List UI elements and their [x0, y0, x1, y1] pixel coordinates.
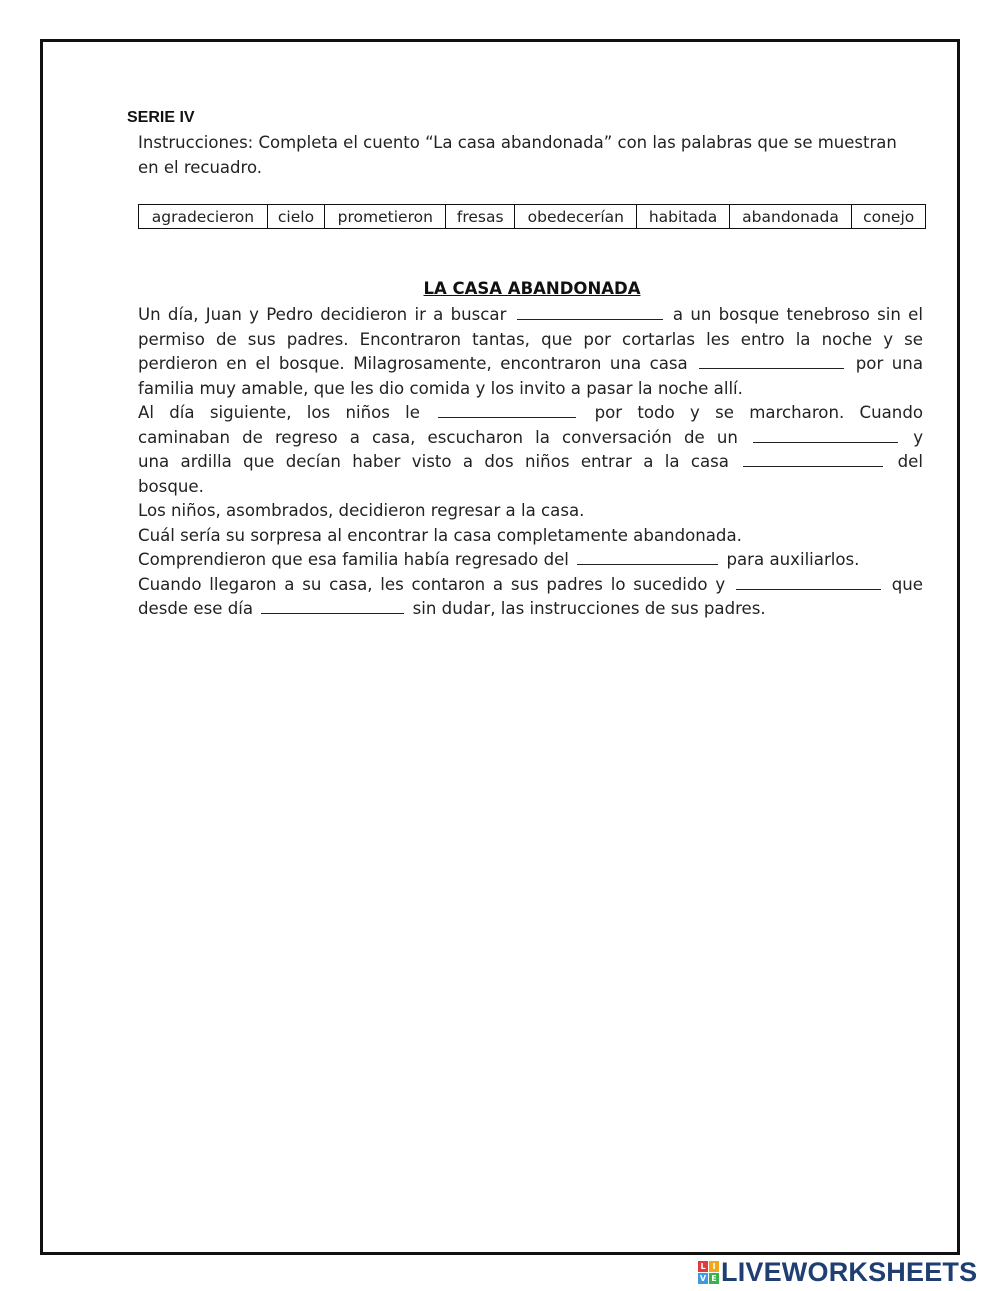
story-text: familia muy amable, que les dio comida y los invito a pasar la noche allí.: [138, 378, 743, 398]
logo-mark-icon: [698, 1261, 719, 1284]
story-text: desde ese día: [138, 599, 254, 618]
story-line: [138, 573, 923, 598]
story-text: Los niños, asombrados, decidieron regresar a la casa.: [138, 501, 585, 520]
answer-blank[interactable]: [743, 452, 883, 467]
story-line: [138, 597, 923, 622]
story-text: por una: [855, 354, 923, 373]
story-line: [138, 450, 923, 475]
story-text: y: [913, 427, 924, 447]
story-text: por todo y se marcharon. Cuando: [594, 403, 924, 422]
story-text: sin dudar, las instrucciones de sus padres.: [412, 599, 766, 618]
logo-text: LIVEWORKSHEETS: [721, 1256, 978, 1287]
story-text: Comprendieron que esa familia había regresado del: [138, 550, 569, 569]
answer-blank[interactable]: [438, 403, 576, 418]
story-line: [138, 377, 923, 402]
story-body: [138, 303, 923, 622]
word-bank-item: prometieron: [325, 205, 446, 229]
answer-blank[interactable]: [261, 599, 404, 614]
word-bank-row: [139, 205, 926, 229]
logo-mark-tile: L: [698, 1261, 708, 1272]
story-text: Al día siguiente, los niños le: [138, 403, 420, 422]
story-text: bosque.: [138, 476, 204, 496]
story-text: del: [897, 452, 923, 471]
word-bank-item: cielo: [267, 205, 324, 229]
section-title: SERIE IV: [127, 109, 195, 126]
story-line: [138, 303, 923, 328]
answer-blank[interactable]: [577, 550, 718, 565]
story-text: que: [891, 574, 924, 594]
story-text: Cuál sería su sorpresa al encontrar la casa completamente abandonada.: [138, 525, 742, 545]
logo-mark-tile: E: [709, 1273, 719, 1284]
story-line: [138, 548, 923, 573]
word-bank-item: habitada: [637, 205, 729, 229]
story-text: Un día, Juan y Pedro decidieron ir a buscar: [138, 305, 507, 324]
instructions: Instrucciones: Completa el cuento “La casa abandonada” con las palabras que se muestran en el recuadro.: [138, 133, 897, 177]
answer-blank[interactable]: [753, 428, 898, 443]
word-bank-item: agradecieron: [139, 205, 268, 229]
word-bank-item: conejo: [852, 205, 926, 229]
liveworksheets-logo: [698, 1258, 977, 1286]
story-text: perdieron en el bosque. Milagrosamente, encontraron una casa: [138, 354, 688, 373]
story-text: para auxiliarlos.: [726, 550, 860, 569]
story-text: Cuando llegaron a su casa, les contaron a sus padres lo sucedido y: [138, 574, 726, 594]
answer-blank[interactable]: [517, 305, 663, 320]
story-line: [138, 401, 923, 426]
word-bank-item: fresas: [446, 205, 515, 229]
story-line: [138, 426, 923, 451]
logo-mark-tile: I: [709, 1261, 719, 1272]
story-line: [138, 352, 923, 377]
story-line: [138, 499, 923, 524]
story-line: [138, 524, 923, 549]
story-text: caminaban de regreso a casa, escucharon la conversación de un: [138, 427, 738, 447]
word-bank-item: abandonada: [729, 205, 852, 229]
story-line: [138, 475, 923, 500]
story-line: [138, 328, 923, 353]
word-bank-item: obedecerían: [515, 205, 637, 229]
story-title: LA CASA ABANDONADA: [423, 279, 641, 298]
story-text: a un bosque tenebroso sin el: [672, 305, 923, 324]
story-text: una ardilla que decían haber visto a dos niños entrar a la casa: [138, 452, 729, 471]
story-text: permiso de sus padres. Encontraron tantas, que por cortarlas les entro la noche y se: [138, 329, 923, 349]
logo-mark-tile: V: [699, 1273, 707, 1283]
word-bank: [138, 204, 926, 229]
answer-blank[interactable]: [736, 575, 881, 590]
answer-blank[interactable]: [699, 354, 844, 369]
